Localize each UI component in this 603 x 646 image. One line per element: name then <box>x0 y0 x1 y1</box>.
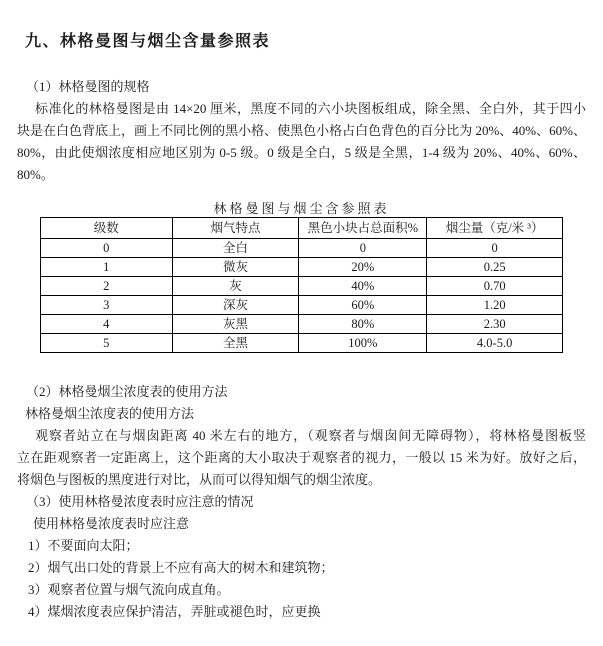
paragraph-line: 块是在白色背底上，画上不同比例的黑小格、使黑色小格占白色背色的百分比为 20%、40%、60%、 <box>17 123 586 138</box>
table-cell: 灰 <box>172 277 299 296</box>
table-cell: 全黑 <box>172 334 299 353</box>
section-1-paragraph <box>17 98 586 186</box>
table-cell: 0.25 <box>427 258 563 277</box>
list-item: 1）不要面向太阳； <box>28 538 139 553</box>
table-header-cell: 烟尘量（克/米 ³） <box>427 218 563 239</box>
paragraph-line: 80%。 <box>17 167 54 182</box>
table-cell: 0.70 <box>427 277 563 296</box>
paragraph-line: 立在距观察者一定距离上，这个距离的大小取决于观察者的视力，一般以 15 米为好。放好之后， <box>17 450 586 465</box>
section-2-subheading: 林格曼烟尘浓度表的使用方法 <box>25 406 195 421</box>
table-row <box>41 239 563 258</box>
table-cell: 40% <box>299 277 427 296</box>
table-cell: 灰黑 <box>172 315 299 334</box>
table-cell: 100% <box>299 334 427 353</box>
table-cell: 微灰 <box>172 258 299 277</box>
table-cell: 0 <box>299 239 427 258</box>
page-title: 九、林格曼图与烟尘含量参照表 <box>25 33 271 50</box>
table-row <box>41 296 563 315</box>
table-cell: 20% <box>299 258 427 277</box>
table-caption: 林格曼图与烟尘含参照表 <box>213 201 390 216</box>
list-item: 3）观察者位置与烟气流向成直角。 <box>28 582 230 597</box>
section-3-list <box>17 535 586 623</box>
table-cell: 1.20 <box>427 296 563 315</box>
section-3-heading: （3）使用林格曼浓度表时应注意的情况 <box>26 494 254 509</box>
table-row <box>41 315 563 334</box>
paragraph-line: 80%，由此使烟浓度相应地区别为 0-5 级。0 级是全白，5 级是全黑，1-4 级为 20%、40%、60%、 <box>17 145 586 160</box>
table-cell: 80% <box>299 315 427 334</box>
table-row <box>41 334 563 353</box>
paragraph-line: 观察者站立在与烟囱距离 40 米左右的地方，（观察者与烟囱间无障碍物），将林格曼图板竖 <box>35 428 586 443</box>
table-header-cell: 级数 <box>41 218 173 239</box>
list-item: 2）烟气出口处的背景上不应有高大的树木和建筑物； <box>28 560 334 575</box>
table-header-cell: 黑色小块占总面积% <box>299 218 427 239</box>
table-cell: 全白 <box>172 239 299 258</box>
table-header-cell: 烟气特点 <box>172 218 299 239</box>
section-3-subheading: 使用林格曼浓度表时应注意 <box>33 516 190 531</box>
section-2-heading: （2）林格曼烟尘浓度表的使用方法 <box>26 384 228 399</box>
table-cell: 2.30 <box>427 315 563 334</box>
table-cell: 2 <box>41 277 173 296</box>
section-1-heading: （1）林格曼图的规格 <box>26 79 150 94</box>
table-cell: 5 <box>41 334 173 353</box>
table-cell: 1 <box>41 258 173 277</box>
table-row <box>41 258 563 277</box>
paragraph-line: 标准化的林格曼图是由 14×20 厘米，黑度不同的六小块图板组成，除全黑、全白外，其于四小 <box>35 101 586 116</box>
table-header-row <box>41 218 563 239</box>
table-cell: 4.0-5.0 <box>427 334 563 353</box>
paragraph-line: 将烟色与图板的黑度进行对比，从而可以得知烟气的烟尘浓度。 <box>17 472 382 487</box>
table-cell: 0 <box>41 239 173 258</box>
table-cell: 3 <box>41 296 173 315</box>
table-row <box>41 277 563 296</box>
table-cell: 4 <box>41 315 173 334</box>
reference-table <box>40 217 563 353</box>
table-cell: 0 <box>427 239 563 258</box>
table-cell: 60% <box>299 296 427 315</box>
table-cell: 深灰 <box>172 296 299 315</box>
section-2-paragraph <box>17 425 586 491</box>
list-item: 4）煤烟浓度表应保护清洁，弄脏或褪色时，应更换 <box>28 604 321 619</box>
